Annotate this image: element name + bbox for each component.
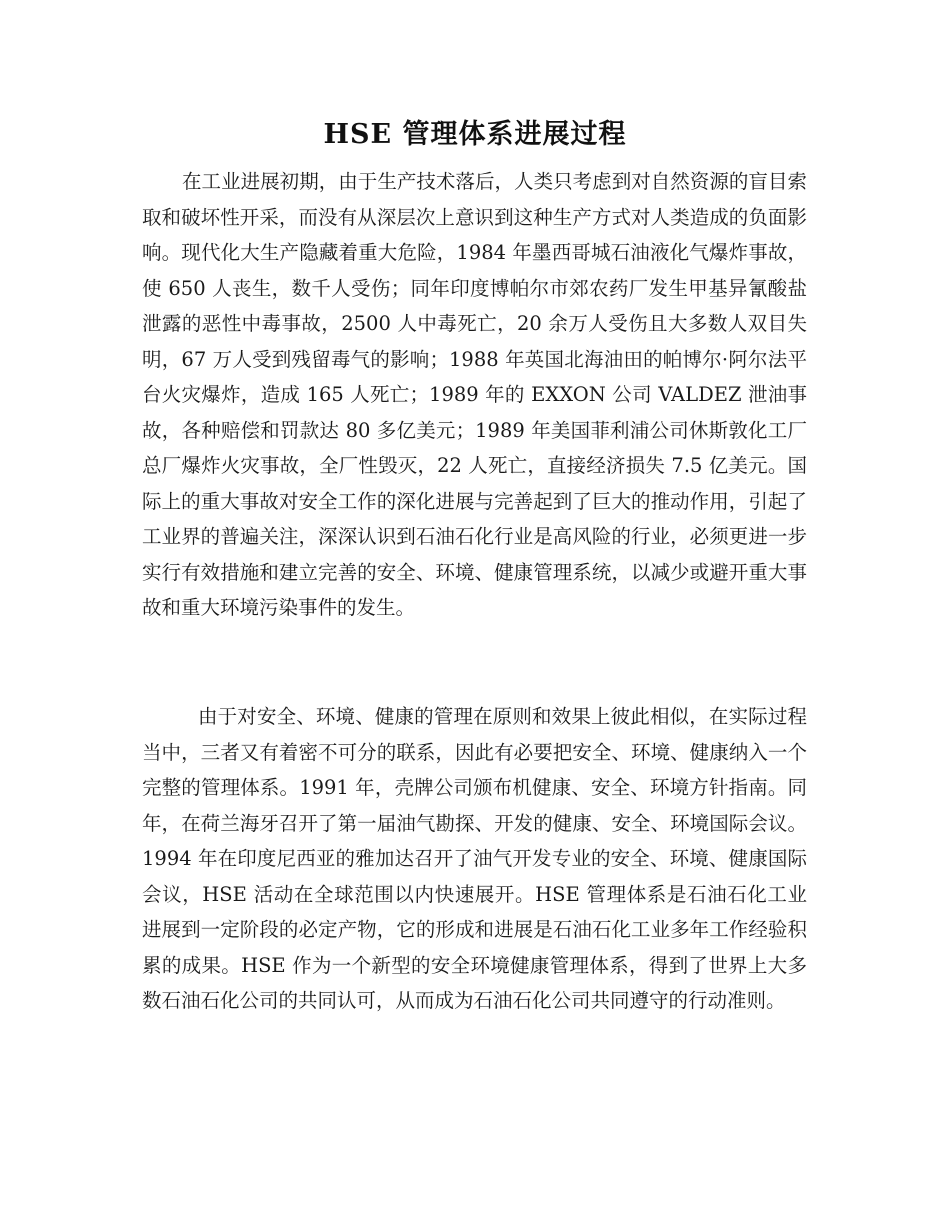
paragraph-1: 在工业进展初期，由于生产技术落后，人类只考虑到对自然资源的盲目索取和破坏性开采，而没有从深层次上意识到这种生产方式对人类造成的负面影响。现代化大生产隐藏着重大危险，1984 年墨西哥城石油液化气爆炸事故，使 650 人丧生，数千人受伤；同年印度博帕尔市郊农药厂发生甲基异氰酸盐泄露的恶性中毒事故，2500 人中毒死亡，20 余万人受伤且大多数人双目失明，67 万人受到残留毒气的影响；1988 年英国北海油田的帕博尔·阿尔法平台火灾爆炸，造成 165 人死亡；1989 年的 EXXON 公司 VALDEZ 泄油事故，各种赔偿和罚款达 80 多亿美元；1989 年美国菲利浦公司休斯敦化工厂总厂爆炸火灾事故，全厂性毁灭，22 人死亡，直接经济损失 7.5 亿美元。国际上的重大事故对安全工作的深化进展与完善起到了巨大的推动作用，引起了工业界的普遍关注，深深认识到石油石化行业是高风险的行业，必须更进一步实行有效措施和建立完善的安全、环境、健康管理系统，以减少或避开重大事故和重大环境污染事件的发生。 — [142, 170, 807, 619]
paragraph-2: 由于对安全、环境、健康的管理在原则和效果上彼此相似，在实际过程当中，三者又有着密不可分的联系，因此有必要把安全、环境、健康纳入一个完整的管理体系。1991 年，壳牌公司颁布机健康、安全、环境方针指南。同年，在荷兰海牙召开了第一届油气勘探、开发的健康、安全、环境国际会议。1994 年在印度尼西亚的雅加达召开了油气开发专业的安全、环境、健康国际会议，HSE 活动在全球范围以内快速展开。HSE 管理体系是石油石化工业进展到一定阶段的必定产物，它的形成和进展是石油石化工业多年工作经验积累的成果。HSE 作为一个新型的安全环境健康管理体系，得到了世界上大多数石油石化公司的共同认可，从而成为石油石化公司共同遵守的行动准则。 — [142, 705, 807, 1012]
document-title: HSE 管理体系进展过程 — [323, 119, 627, 150]
